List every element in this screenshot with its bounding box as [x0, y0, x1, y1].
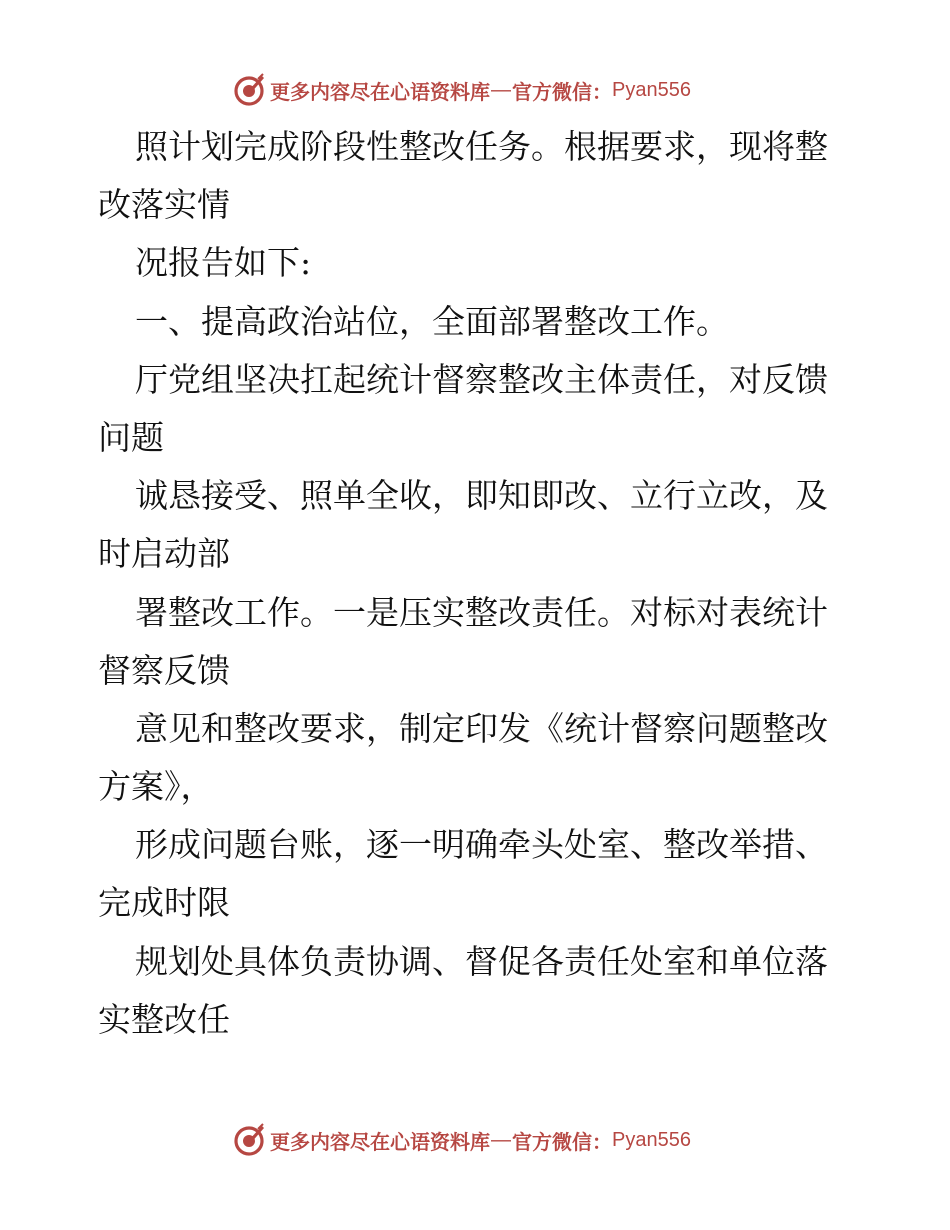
document-body	[98, 118, 858, 1049]
body-line: 督察反馈	[98, 650, 230, 690]
body-line: 时启动部	[98, 534, 230, 574]
body-line: 规划处具体负责协调、督促各责任处室和单位落	[135, 941, 828, 981]
watermark-separator: —	[491, 78, 511, 101]
body-line: 问题	[98, 417, 164, 457]
body-line: 诚恳接受、照单全收，即知即改、立行立改，及	[135, 476, 828, 516]
watermark-separator: —	[491, 1128, 511, 1151]
body-line: 况报告如下:	[135, 243, 312, 283]
header-watermark	[232, 70, 691, 110]
watermark-wechat-id: Pyan556	[612, 78, 691, 101]
watermark-wechat-id: Pyan556	[612, 1128, 691, 1151]
body-line: 意见和整改要求，制定印发《统计督察问题整改	[135, 708, 828, 748]
section-heading: 一、提高政治站位，全面部署整改工作。	[135, 301, 729, 341]
footer-watermark	[232, 1120, 691, 1160]
body-line: 改落实情	[98, 185, 230, 225]
body-line: 实整改任	[98, 999, 230, 1039]
watermark-wechat-label: 官方微信：	[512, 79, 612, 104]
watermark-site-text: 更多内容尽在心语资料库	[270, 1129, 490, 1154]
body-line: 方案》，	[98, 767, 214, 807]
watermark-site-text: 更多内容尽在心语资料库	[270, 79, 490, 104]
body-line: 署整改工作。一是压实整改责任。对标对表统计	[135, 592, 828, 632]
body-line: 厅党组坚决扛起统计督察整改主体责任，对反馈	[135, 359, 828, 399]
quill-seal-icon	[232, 73, 266, 107]
watermark-wechat-label: 官方微信：	[512, 1129, 612, 1154]
body-line: 照计划完成阶段性整改任务。根据要求，现将整	[135, 127, 828, 166]
body-line: 形成问题台账，逐一明确牵头处室、整改举措、	[135, 825, 828, 865]
body-line: 完成时限	[98, 883, 230, 923]
quill-seal-icon	[232, 1123, 266, 1157]
